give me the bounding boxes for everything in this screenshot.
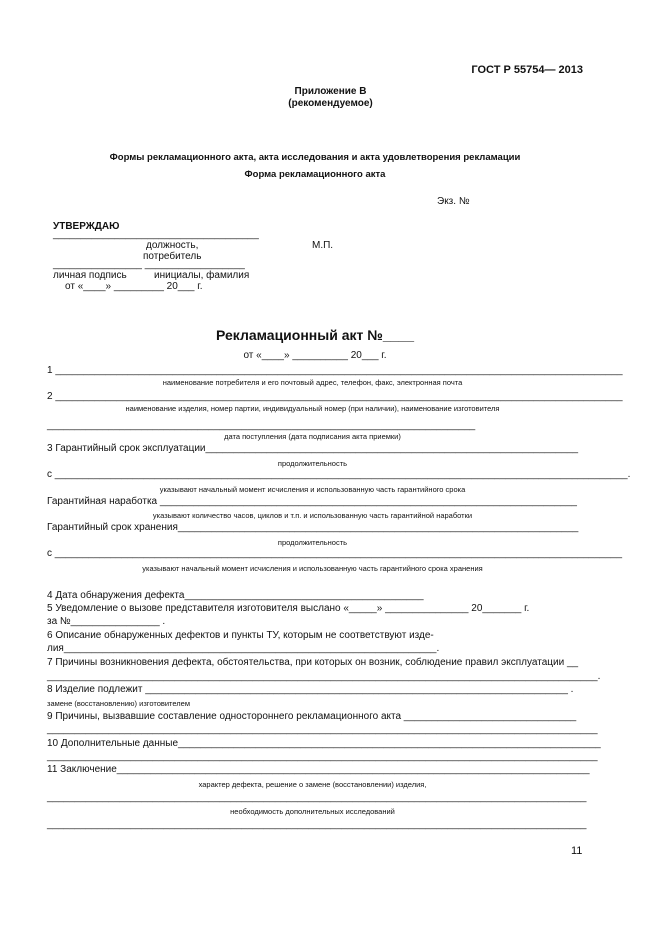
appendix-title: Приложение В <box>294 86 367 97</box>
item-7-cont: ___________________________________________________________________________________________________. <box>47 671 601 682</box>
act-date: от «____» __________ 20___ г. <box>243 350 387 361</box>
page-number: 11 <box>571 845 583 857</box>
item-8: 8 Изделие подлежит ____________________________________________________________________________ . <box>47 684 574 695</box>
item-11-note-2: необходимость дополнительных исследований <box>230 807 395 816</box>
item-10-cont: ___________________________________________________________________________________________________ <box>47 751 598 762</box>
row-warranty-start: с _______________________________________________________________________________________________________. <box>47 469 631 480</box>
stamp-label: М.П. <box>312 240 334 251</box>
row-storage-start-note: указывают начальный момент исчисления и использованную часть гарантийного срока хранения <box>142 564 483 573</box>
item-11: 11 Заключение_____________________________________________________________________________________ <box>47 764 590 775</box>
item-10: 10 Дополнительные данные____________________________________________________________________________ <box>47 738 601 749</box>
row-2-note: наименование изделия, номер партии, индивидуальный номер (при наличии), наименование изготовителя <box>125 404 500 413</box>
item-8-note: замене (восстановлению) изготовителем <box>47 699 191 708</box>
form-heading: Форма рекламационного акта <box>244 169 386 180</box>
item-4: 4 Дата обнаружения дефекта___________________________________________ <box>47 590 424 601</box>
row-storage-period-note: продолжительность <box>277 538 348 547</box>
approve-date: от «____» _________ 20___ г. <box>65 281 203 292</box>
item-5: 5 Уведомление о вызове представителя изготовителя выслано «_____» _______________ 20_______ г. <box>47 603 530 614</box>
item-11-note-1: характер дефекта, решение о замене (восстановлении) изделия, <box>198 780 427 789</box>
item-11-line-2: _________________________________________________________________________________________________ <box>47 819 587 830</box>
row-storage-period: Гарантийный срок хранения________________________________________________________________________ <box>47 522 579 533</box>
row-3: _____________________________________________________________________________ <box>47 420 476 431</box>
row-1: 1 ______________________________________________________________________________________________________ <box>47 365 623 376</box>
approve-consumer: потребитель <box>143 251 202 262</box>
item-7: 7 Причины возникновения дефекта, обстоятельства, при которых он возник, соблюдение правил эксплуатации __ <box>47 657 579 668</box>
approve-line: _____________________________________ <box>53 229 259 240</box>
approve-signature-label: личная подпись <box>53 270 127 281</box>
item-6: 6 Описание обнаруженных дефектов и пункты ТУ, которым не соответствуют изде- <box>47 630 434 641</box>
approve-position: должность, <box>146 240 199 251</box>
approve-title: УТВЕРЖДАЮ <box>53 221 120 232</box>
forms-heading: Формы рекламационного акта, акта исследования и акта удовлетворения рекламации <box>109 152 521 163</box>
row-3-note: дата поступления (дата подписания акта приемки) <box>224 432 401 441</box>
copy-number: Экз. № <box>437 196 470 207</box>
doc-code: ГОСТ Р 55754— 2013 <box>471 64 583 76</box>
row-2: 2 ______________________________________________________________________________________________________ <box>47 391 623 402</box>
row-storage-start: с ______________________________________________________________________________________________________ <box>47 548 623 559</box>
item-6-cont: лия___________________________________________________________________. <box>47 643 440 654</box>
item-11-line-1: _________________________________________________________________________________________________ <box>47 792 587 803</box>
row-warranty-period: 3 Гарантийный срок эксплуатации___________________________________________________________________ <box>47 443 579 454</box>
act-title: Рекламационный акт №____ <box>215 327 414 343</box>
approve-initials-label: инициалы, фамилия <box>154 270 250 281</box>
row-warranty-operating-note: указывают количество часов, циклов и т.п. и использованную часть гарантийной наработки <box>152 511 473 520</box>
appendix-subtitle: (рекомендуемое) <box>288 98 373 109</box>
approve-signature-lines: ________________ __________________ <box>53 259 245 270</box>
row-warranty-operating: Гарантийная наработка ___________________________________________________________________________ <box>47 496 577 507</box>
item-9-cont: ___________________________________________________________________________________________________ <box>47 724 598 735</box>
item-9: 9 Причины, вызвавшие составление одностороннего рекламационного акта _______________________________ <box>47 711 577 722</box>
item-5-number: за №________________ . <box>47 616 166 627</box>
row-warranty-start-note: указывают начальный момент исчисления и использованную часть гарантийного срока <box>159 485 466 494</box>
row-1-note: наименование потребителя и его почтовый адрес, телефон, факс, электронная почта <box>162 378 463 387</box>
row-warranty-period-note: продолжительность <box>277 459 348 468</box>
